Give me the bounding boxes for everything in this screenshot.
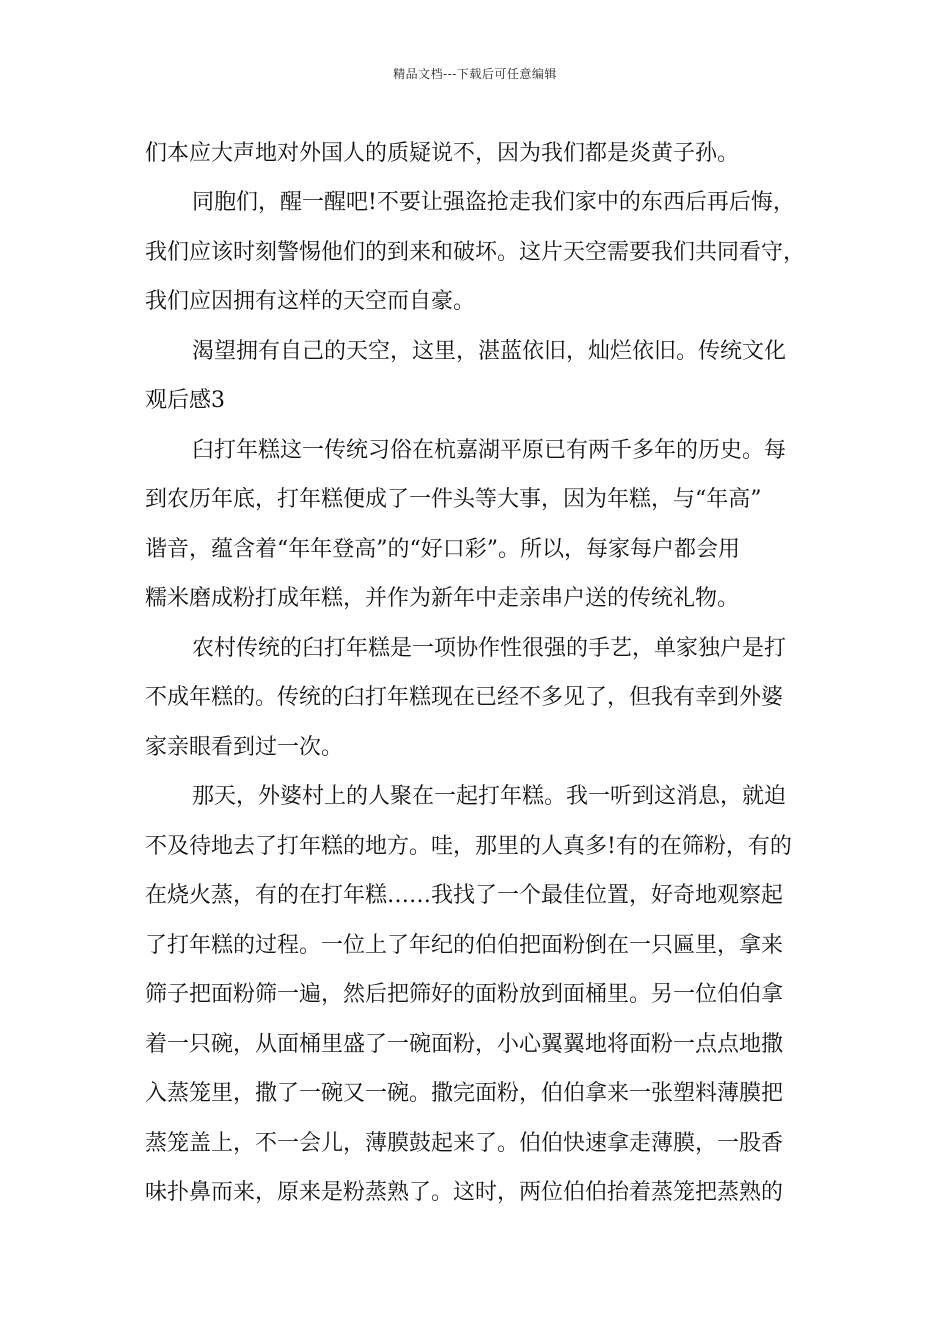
paragraph-start-line: 农村传统的臼打年糕是一项协作性很强的手艺，单家独户是打	[192, 636, 787, 661]
text-line: 家亲眼看到过一次。	[145, 735, 344, 760]
text-line: 们本应大声地对外国人的质疑说不，因为我们都是炎黄子孙。	[145, 141, 740, 166]
section-title-line: 观后感3	[145, 388, 225, 413]
text-line: 我们应因拥有这样的天空而自豪。	[145, 289, 476, 314]
text-line: 蒸笼盖上，不一会儿，薄膜鼓起来了。伯伯快速拿走薄膜，一股香	[145, 1131, 784, 1156]
text-line: 我们应该时刻警惕他们的到来和破坏。这片天空需要我们共同看守，	[145, 240, 806, 265]
text-line: 到农历年底，打年糕便成了一件头等大事，因为年糕，与“年高”	[145, 487, 762, 512]
page-header: 精品文档---下载后可任意编辑	[393, 67, 557, 81]
text-line: 谐音，蕴含着“年年登高”的“好口彩”。所以，每家每户都会用	[145, 537, 740, 562]
text-line: 不成年糕的。传统的臼打年糕现在已经不多见了，但我有幸到外婆	[145, 685, 784, 710]
text-line: 在烧火蒸，有的在打年糕……我找了一个最佳位置，好奇地观察起	[145, 883, 784, 908]
text-line: 了打年糕的过程。一位上了年纪的伯伯把面粉倒在一只匾里，拿来	[145, 933, 784, 958]
text-line: 糯米磨成粉打成年糕，并作为新年中走亲串户送的传统礼物。	[145, 586, 740, 611]
text-line: 筛子把面粉筛一遍，然后把筛好的面粉放到面桶里。另一位伯伯拿	[145, 982, 784, 1007]
text-line: 不及待地去了打年糕的地方。哇，那里的人真多!有的在筛粉，有的	[145, 834, 792, 859]
text-line: 着一只碗，从面桶里盛了一碗面粉，小心翼翼地将面粉一点点地撒	[145, 1032, 784, 1057]
text-line: 入蒸笼里，撒了一碗又一碗。撒完面粉，伯伯拿来一张塑料薄膜把	[145, 1081, 784, 1106]
paragraph-start-line: 同胞们，醒一醒吧!不要让强盗抢走我们家中的东西后再后悔，	[192, 190, 795, 215]
text-line: 味扑鼻而来，原来是粉蒸熟了。这时，两位伯伯抬着蒸笼把蒸熟的	[145, 1180, 784, 1205]
paragraph-start-line: 臼打年糕这一传统习俗在杭嘉湖平原已有两千多年的历史。每	[192, 438, 787, 463]
paragraph-start-line: 渴望拥有自己的天空，这里，湛蓝依旧，灿烂依旧。传统文化	[192, 339, 787, 364]
paragraph-start-line: 那天，外婆村上的人聚在一起打年糕。我一听到这消息，就迫	[192, 784, 787, 809]
